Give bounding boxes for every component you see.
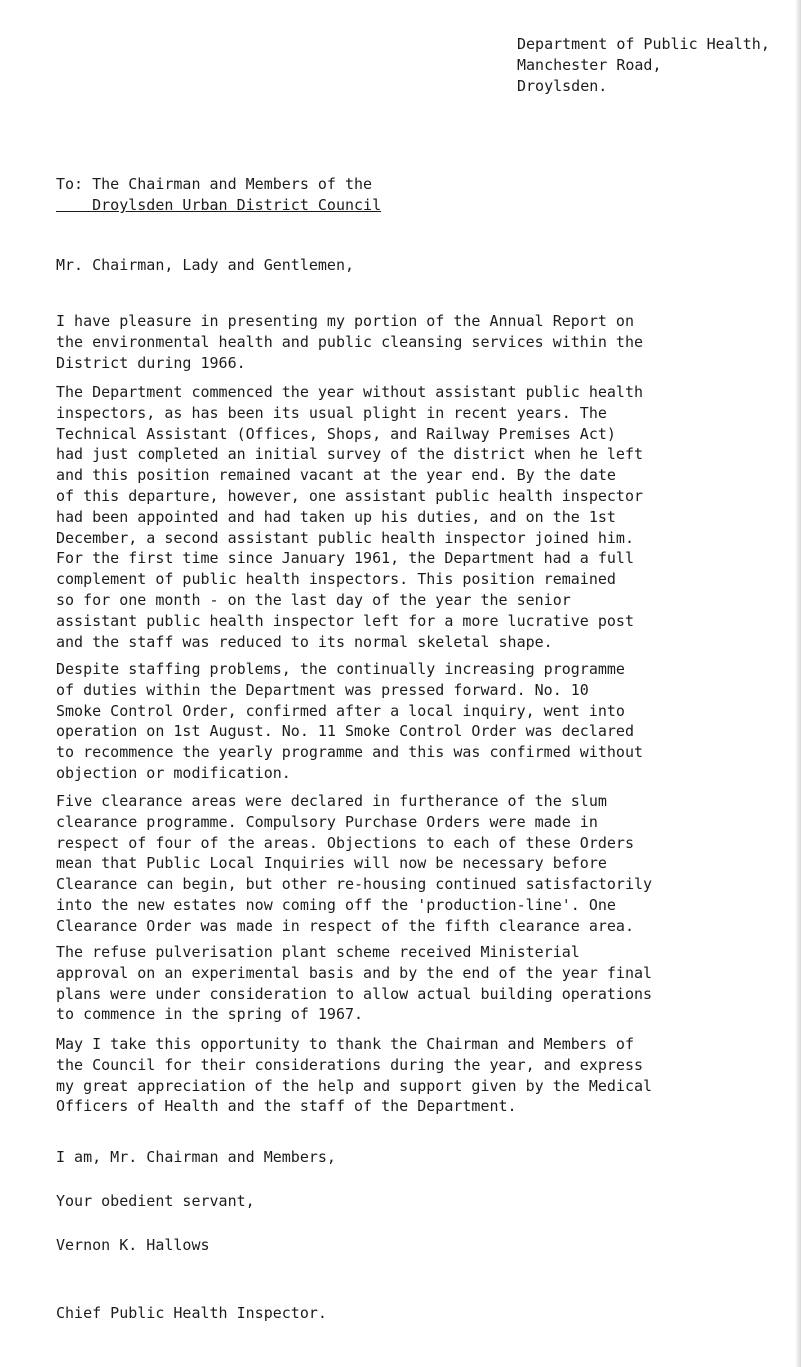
paragraph-intro: I have pleasure in presenting my portion of the Annual Report on the environmental health and public cleansing services within the District during 1966.	[56, 312, 643, 372]
signatory-name: Vernon K. Hallows	[56, 1236, 210, 1254]
letterhead-road: Manchester Road,	[517, 56, 662, 74]
paragraph-smoke-control: Despite staffing problems, the continually increasing programme of duties within the Department was pressed forward. No. 10 Smoke Control Order, confirmed after a local inquiry, went into operation on 1st August. No. 11 Smoke Control Order was declared to recommence the yearly programme and this was confirmed without objection or modification.	[56, 660, 643, 782]
salutation: Mr. Chairman, Lady and Gentlemen,	[56, 256, 355, 274]
paragraph-refuse-plant: The refuse pulverisation plant scheme received Ministerial approval on an experimental basis and by the end of the year final plans were under consideration to allow actual building operations to commence in the spring of 1967.	[56, 943, 653, 1024]
closing-servant: Your obedient servant,	[56, 1192, 255, 1210]
signatory-title: Chief Public Health Inspector.	[56, 1304, 327, 1322]
paragraph-staffing: The Department commenced the year without assistant public health inspectors, as has been its usual plight in recent years. The Technical Assistant (Offices, Shops, and Railway Premises Act) had just completed an initial survey of the district when he left and this position remained vacant at the year end. By the date of this departure, however, one assistant public health inspector had been appointed and had taken up his duties, and on the 1st December, a second assistant public health inspector joined him. For the first time since January 1961, the Department had a full complement of public health inspectors. This position remained so for one month - on the last day of the year the senior assistant public health inspector left for a more lucrative post and the staff was reduced to its normal skeletal shape.	[56, 383, 643, 651]
addressee-block	[56, 174, 381, 216]
addressee-line-1: To: The Chairman and Members of the	[56, 175, 373, 193]
letterhead-town: Droylsden.	[517, 77, 608, 95]
addressee-line-2: Droylsden Urban District Council	[56, 196, 382, 214]
closing-line: I am, Mr. Chairman and Members,	[56, 1148, 336, 1166]
page-edge-shadow	[795, 0, 801, 1367]
letterhead-address	[517, 34, 770, 97]
letterhead-department: Department of Public Health,	[517, 35, 770, 53]
paragraph-slum-clearance: Five clearance areas were declared in furtherance of the slum clearance programme. Compulsory Purchase Orders were made in respect of four of the areas. Objections to each of these Orders mean that Public Local Inquiries will now be necessary before Clearance can begin, but other re-housing continued satisfactorily into the new estates now coming off the 'production-line'. One Clearance Order was made in respect of the fifth clearance area.	[56, 792, 653, 935]
paragraph-thanks: May I take this opportunity to thank the Chairman and Members of the Council for their considerations during the year, and express my great appreciation of the help and support given by the Medical Officers of Health and the staff of the Department.	[56, 1035, 653, 1116]
